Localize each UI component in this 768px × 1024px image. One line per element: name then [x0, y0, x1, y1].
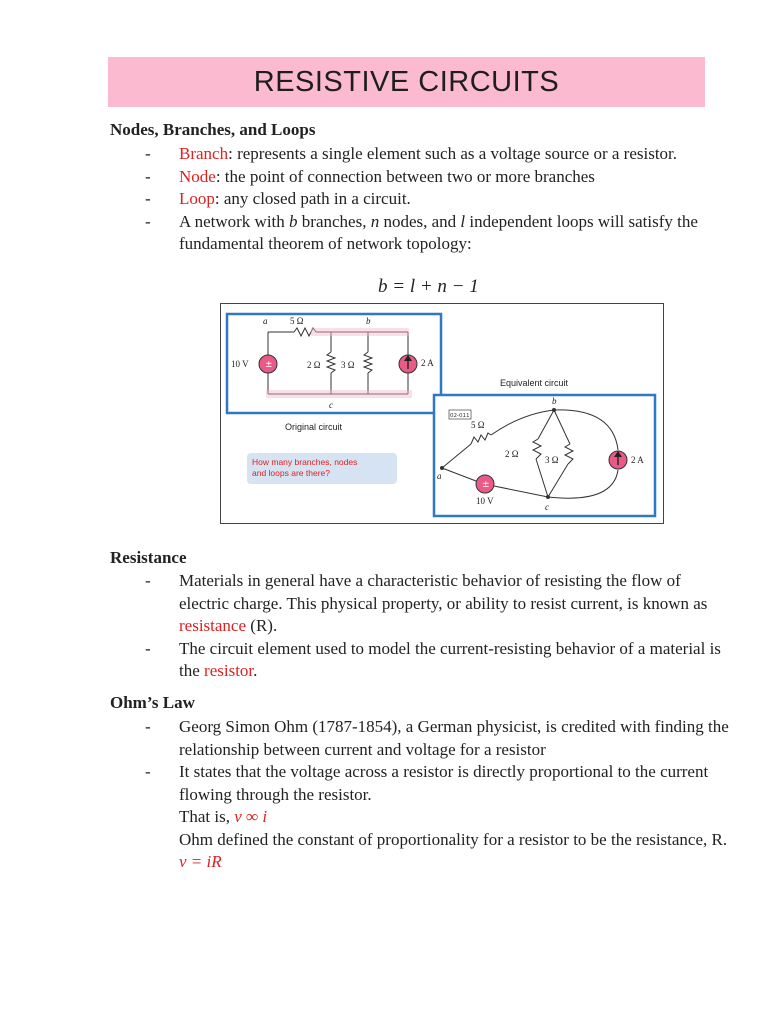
- circuit-figure: [220, 303, 664, 524]
- term-node: Node: [179, 166, 216, 186]
- proportional-formula: v ∞ i: [234, 807, 268, 826]
- resistor-text-b: .: [253, 661, 258, 680]
- list-item: - Node: the point of connection between two or more branches: [145, 166, 595, 186]
- term-resistor: resistor: [204, 661, 254, 680]
- label-5ohm-original: 5 Ω: [290, 316, 304, 326]
- label-10v-equivalent: 10 V: [476, 496, 494, 506]
- nodes-list: [145, 143, 735, 256]
- title-banner: [108, 57, 705, 107]
- label-2a-equivalent: 2 A: [631, 455, 644, 465]
- heading-nodes: Nodes, Branches, and Loops: [110, 120, 316, 139]
- list-item: - The circuit element used to model the current-resisting behavior of a material is the resistor.: [145, 638, 721, 680]
- topology-formula: b = l + n − 1: [378, 276, 479, 297]
- branch-def: : represents a single element such as a voltage source or a resistor.: [228, 144, 678, 163]
- resistance-text-b: (R).: [246, 616, 278, 635]
- network-text-d: independent loops will satisfy the fundamental theorem of network topology:: [179, 211, 698, 253]
- original-caption: Original circuit: [285, 422, 343, 432]
- equivalent-caption: Equivalent circuit: [500, 378, 569, 388]
- heading-ohms-law: Ohm’s Law: [110, 693, 195, 712]
- label-2ohm-equivalent: 2 Ω: [505, 449, 519, 459]
- label-node-a-original: a: [263, 316, 268, 326]
- label-node-b-equivalent: b: [552, 396, 557, 406]
- resistance-list: [145, 570, 735, 683]
- ohm-equation: v = iR: [179, 852, 222, 871]
- list-item: - Materials in general have a characteristic behavior of resisting the flow of electric charge. This physical property, or ability to resist current, is known as resistance (R).: [145, 571, 708, 635]
- heading-resistance: Resistance: [110, 548, 187, 567]
- network-text-a: A network with: [179, 211, 290, 231]
- resistor-2ohm-original: [327, 352, 335, 373]
- label-node-b-original: b: [366, 316, 371, 326]
- ohm-definition: Ohm defined the constant of proportionality for a resistor to be the resistance, R.: [179, 829, 728, 849]
- term-resistance: resistance: [179, 616, 247, 635]
- svg-text:±: ±: [265, 360, 273, 370]
- question-text: How many branches, nodes and loops are there?: [252, 457, 358, 478]
- list-item: - It states that the voltage across a resistor is directly proportional to the current flowing through the resistor. That is, v ∞ i Ohm defined the constant of proportionality for a resistor to be the resistance, R. v = iR: [145, 762, 728, 871]
- svg-text:±: ±: [482, 480, 490, 490]
- loop-def: : any closed path in a circuit.: [214, 189, 411, 208]
- network-text-c: nodes, and: [379, 211, 461, 231]
- that-is: That is,: [179, 807, 235, 826]
- list-item: - Loop: any closed path in a circuit.: [145, 189, 411, 208]
- label-3ohm-equivalent: 3 Ω: [545, 455, 559, 465]
- network-text-b: branches,: [297, 211, 371, 231]
- list-item: - Branch: represents a single element such as a voltage source or a resistor.: [145, 144, 678, 163]
- label-node-a-equivalent: a: [437, 471, 442, 481]
- term-branch: Branch: [179, 144, 229, 163]
- resistance-text-a: Materials in general have a characteristic behavior of resisting the flow of electric charge. This physical property, or ability to resist current, is known as: [179, 571, 708, 613]
- ohm-history: Georg Simon Ohm (1787-1854), a German physicist, is credited with finding the relationship between current and voltage for a resistor: [179, 717, 729, 759]
- resistor-3ohm-original: [364, 352, 372, 373]
- var-b: b: [289, 211, 298, 231]
- var-n: n: [370, 211, 380, 231]
- page-title: RESISTIVE CIRCUITS: [253, 65, 560, 98]
- label-5ohm-equivalent: 5 Ω: [471, 420, 485, 430]
- ohm-list: [145, 716, 735, 874]
- label-10v-original: 10 V: [231, 359, 249, 369]
- label-2ohm-original: 2 Ω: [307, 360, 321, 370]
- var-l: l: [460, 211, 466, 231]
- label-3ohm-original: 3 Ω: [341, 360, 355, 370]
- list-item: - Georg Simon Ohm (1787-1854), a German physicist, is credited with finding the relationship between current and voltage for a resistor: [145, 717, 729, 759]
- label-node-c-original: c: [329, 400, 333, 410]
- term-loop: Loop: [179, 189, 215, 208]
- list-item: - A network with b branches, n nodes, and l independent loops will satisfy the fundamental theorem of network topology:: [145, 211, 698, 253]
- resistor-text-a: The circuit element used to model the current-resisting behavior of a material is the: [179, 638, 721, 680]
- ohm-statement: It states that the voltage across a resistor is directly proportional to the current flowing through the resistor.: [179, 762, 709, 804]
- label-node-c-equivalent: c: [545, 502, 549, 512]
- label-2a-original: 2 A: [421, 358, 434, 368]
- node-def: : the point of connection between two or more branches: [215, 166, 595, 186]
- circuit-diagram: [221, 304, 663, 523]
- figure-tag: 02-011: [450, 413, 470, 419]
